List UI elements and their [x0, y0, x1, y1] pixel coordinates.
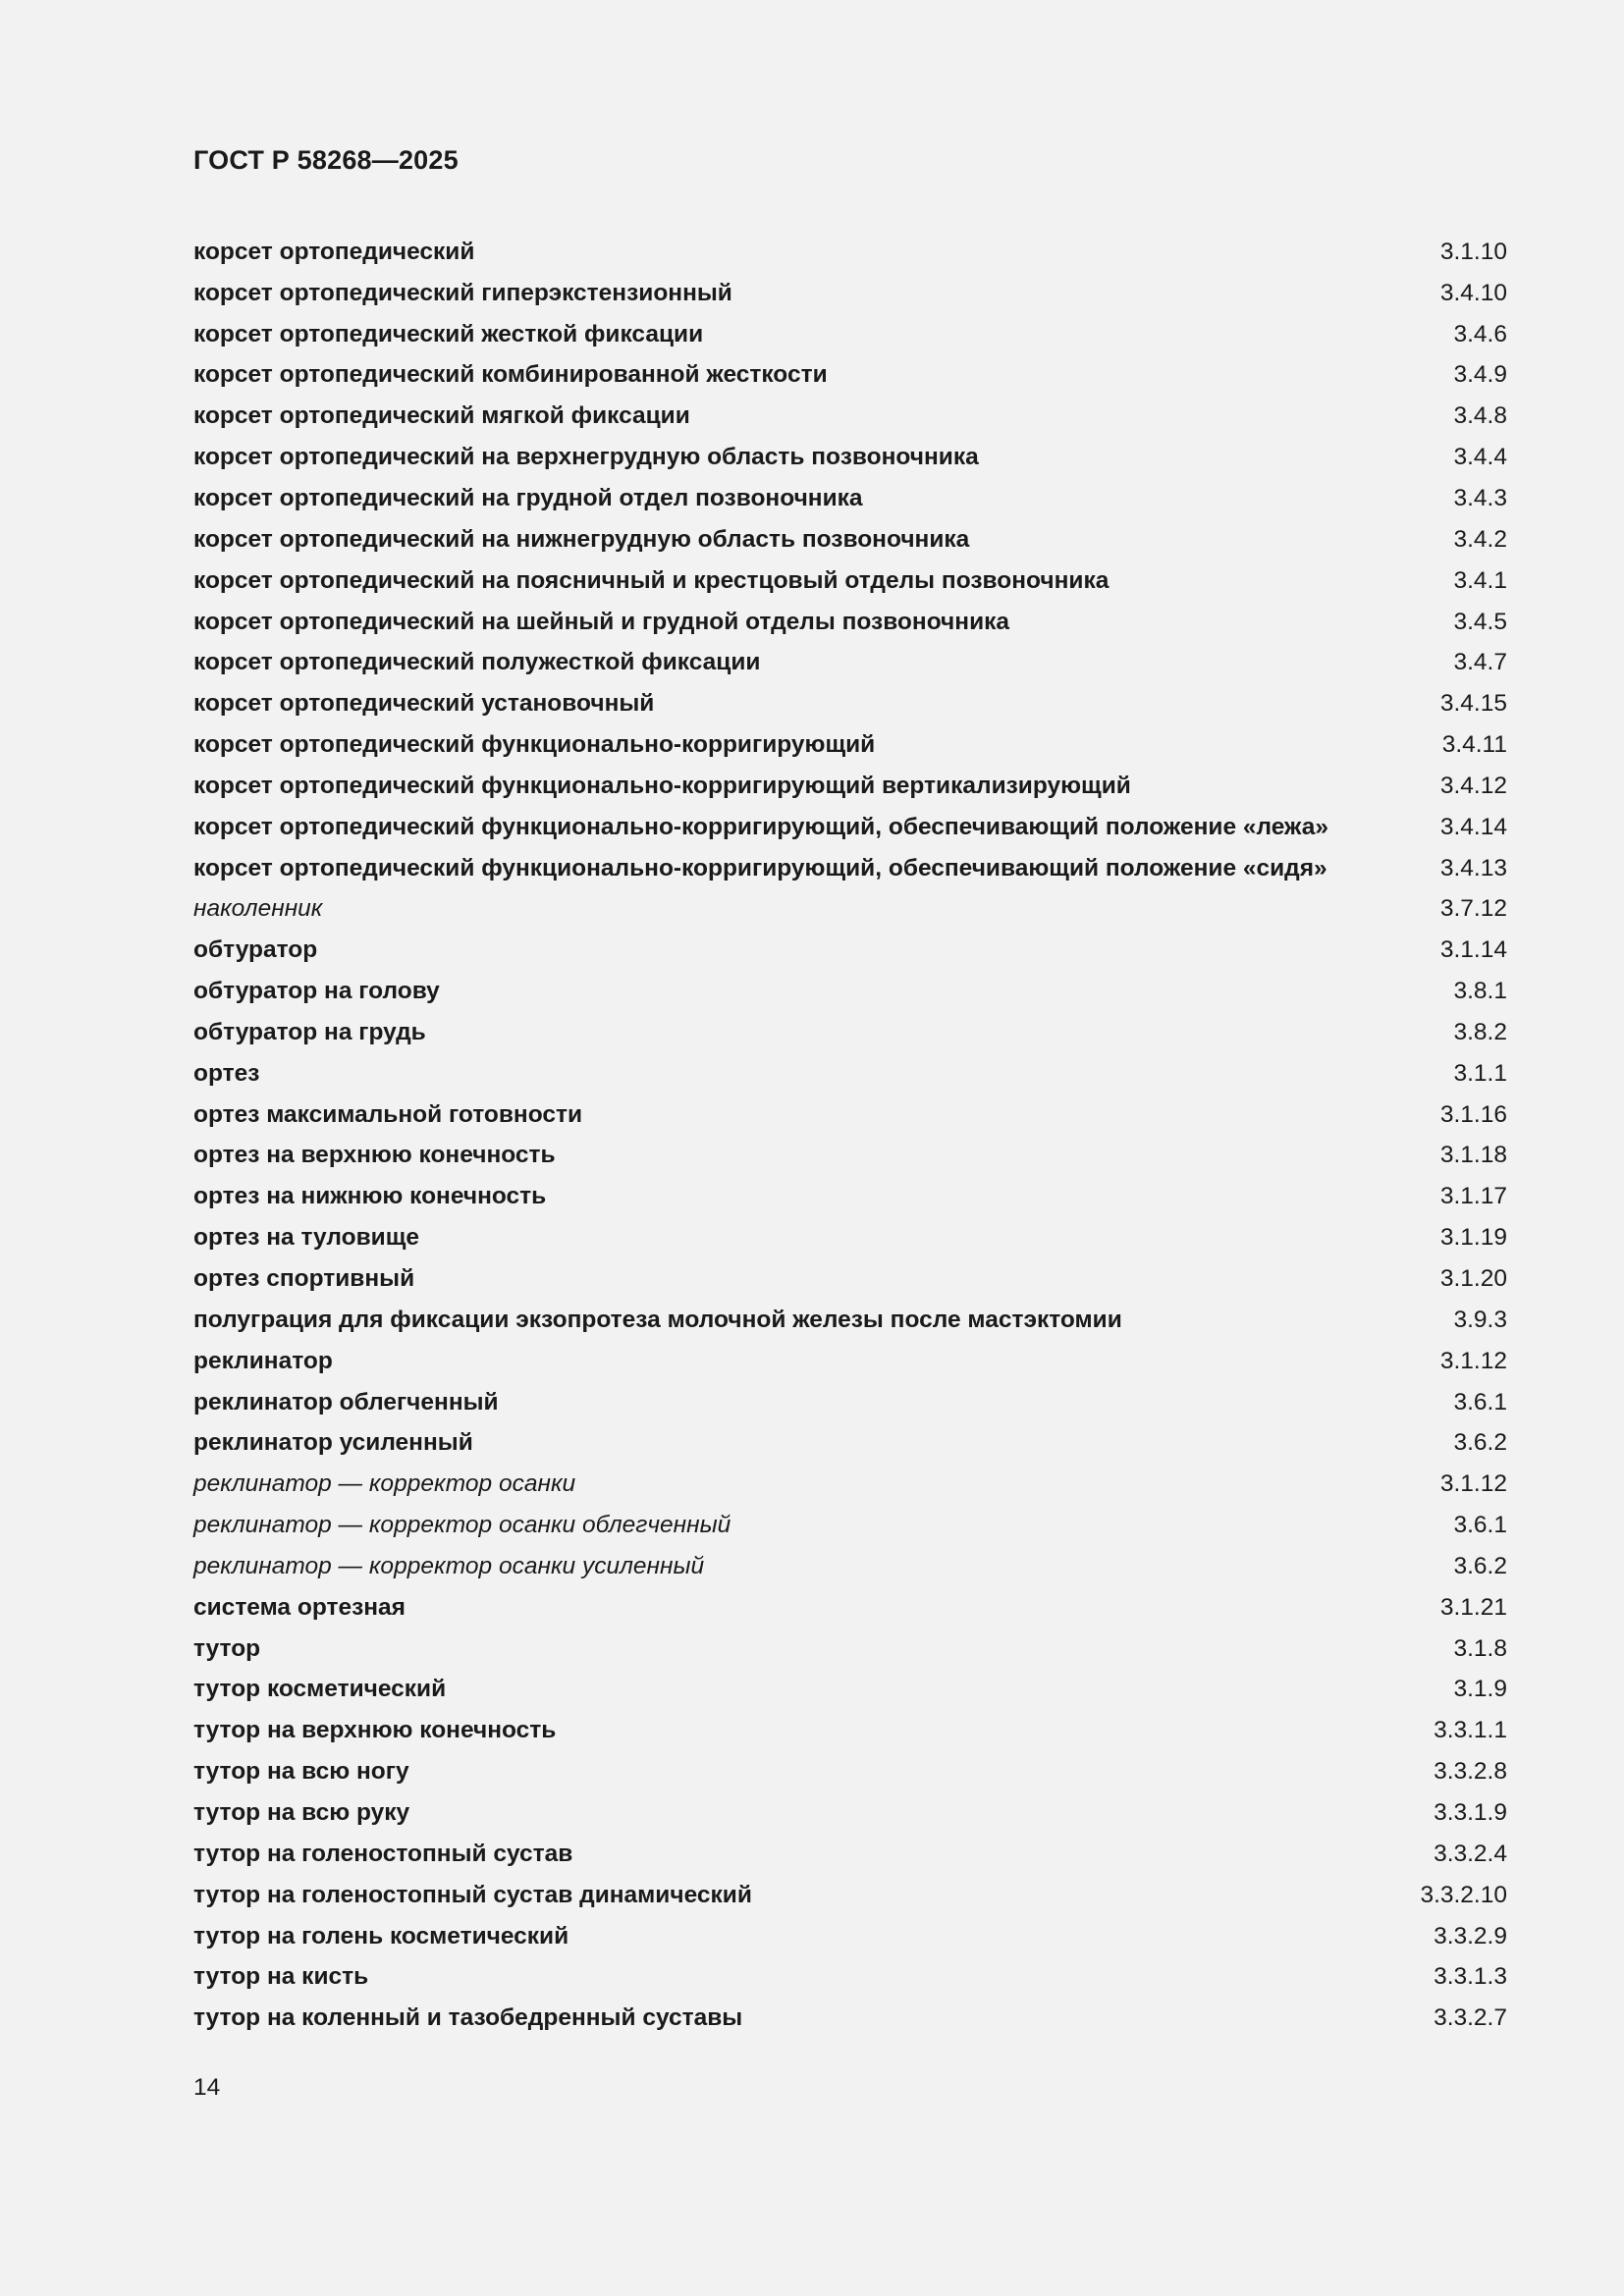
index-reference: 3.1.12 [1439, 1470, 1507, 1498]
index-entry [193, 1217, 1507, 1258]
index-reference: 3.3.1.1 [1434, 1717, 1507, 1744]
index-term: система ортезная [193, 1593, 406, 1621]
index-term: корсет ортопедический [193, 238, 475, 265]
document-header: ГОСТ Р 58268—2025 [193, 145, 459, 175]
index-entry [193, 561, 1507, 602]
index-entry [193, 1012, 1507, 1053]
index-term: корсет ортопедический на поясничный и крестцовый отделы позвоночника [193, 566, 1110, 594]
index-reference: 3.4.11 [1441, 731, 1507, 759]
index-reference: 3.6.2 [1453, 1429, 1507, 1457]
index-entry [193, 232, 1507, 273]
index-reference: 3.6.1 [1453, 1512, 1507, 1539]
index-entry [193, 1916, 1507, 1957]
index-reference: 3.1.10 [1439, 238, 1507, 265]
index-entry [193, 1792, 1507, 1834]
index-reference: 3.4.2 [1453, 525, 1507, 553]
index-reference: 3.1.20 [1439, 1265, 1507, 1293]
index-term: корсет ортопедический на верхнегрудную область позвоночника [193, 444, 979, 471]
index-entry [193, 930, 1507, 971]
index-reference: 3.3.2.4 [1434, 1840, 1507, 1867]
index-term: корсет ортопедический функционально-корригирующий, обеспечивающий положение «лежа» [193, 813, 1328, 840]
index-term: тутор [193, 1634, 261, 1662]
index-reference: 3.6.2 [1453, 1552, 1507, 1579]
index-entry [193, 766, 1507, 807]
index-reference: 3.1.9 [1453, 1676, 1507, 1703]
index-term: реклинатор — корректор осанки усиленный [193, 1552, 705, 1579]
index-reference: 3.4.13 [1439, 854, 1507, 881]
index-entry [193, 314, 1507, 355]
index-entry [193, 683, 1507, 724]
index-reference: 3.3.2.7 [1434, 2004, 1507, 2032]
index-reference: 3.3.1.3 [1434, 1963, 1507, 1991]
index-entry [193, 1382, 1507, 1423]
index-term: ортез максимальной готовности [193, 1100, 583, 1128]
index-term: ортез спортивный [193, 1265, 415, 1293]
index-entry [193, 1751, 1507, 1792]
index-reference: 3.8.1 [1453, 978, 1507, 1005]
index-entry [193, 1095, 1507, 1136]
index-entry [193, 848, 1507, 889]
index-term: корсет ортопедический жесткой фиксации [193, 320, 704, 347]
index-reference: 3.4.15 [1439, 690, 1507, 718]
index-reference: 3.4.3 [1453, 484, 1507, 511]
index-entry [193, 1258, 1507, 1300]
index-entry [193, 1710, 1507, 1751]
alphabetical-index [193, 232, 1507, 2039]
index-term: корсет ортопедический установочный [193, 690, 655, 718]
index-entry [193, 1956, 1507, 1998]
index-term: корсет ортопедический комбинированной жесткости [193, 361, 828, 389]
index-reference: 3.7.12 [1439, 895, 1507, 923]
index-entry [193, 1587, 1507, 1629]
index-term: тутор косметический [193, 1676, 447, 1703]
index-reference: 3.4.9 [1453, 361, 1507, 389]
index-term: ортез на верхнюю конечность [193, 1142, 556, 1169]
index-term: корсет ортопедический функционально-корригирующий [193, 731, 876, 759]
index-reference: 3.3.1.9 [1434, 1798, 1507, 1826]
index-reference: 3.4.8 [1453, 402, 1507, 430]
index-term: тутор на голеностопный сустав [193, 1840, 573, 1867]
index-entry [193, 519, 1507, 561]
index-entry [193, 1875, 1507, 1916]
index-term: реклинатор — корректор осанки облегченный [193, 1512, 731, 1539]
index-reference: 3.1.14 [1439, 936, 1507, 964]
index-term: тутор на голень косметический [193, 1922, 569, 1949]
index-term: ортез [193, 1059, 260, 1087]
index-entry [193, 642, 1507, 683]
index-entry [193, 724, 1507, 766]
index-reference: 3.4.4 [1453, 444, 1507, 471]
index-entry [193, 396, 1507, 437]
index-reference: 3.8.2 [1453, 1018, 1507, 1045]
index-entry [193, 273, 1507, 314]
index-reference: 3.1.17 [1439, 1183, 1507, 1210]
index-reference: 3.4.6 [1453, 320, 1507, 347]
index-entry [193, 1341, 1507, 1382]
index-term: корсет ортопедический гиперэкстензионный [193, 279, 732, 306]
page-number: 14 [193, 2074, 221, 2101]
index-reference: 3.1.12 [1439, 1347, 1507, 1374]
index-term: тутор на верхнюю конечность [193, 1717, 557, 1744]
index-term: реклинатор усиленный [193, 1429, 473, 1457]
index-reference: 3.3.2.10 [1420, 1881, 1507, 1908]
index-reference: 3.1.19 [1439, 1224, 1507, 1252]
index-term: обтуратор на голову [193, 978, 440, 1005]
index-reference: 3.1.21 [1439, 1593, 1507, 1621]
index-term: ортез на туловище [193, 1224, 419, 1252]
index-entry [193, 1546, 1507, 1587]
index-entry [193, 1505, 1507, 1546]
index-term: тутор на всю руку [193, 1798, 410, 1826]
index-term: корсет ортопедический на шейный и грудной отделы позвоночника [193, 608, 1010, 635]
index-term: полуграция для фиксации экзопротеза молочной железы после мастэктомии [193, 1306, 1122, 1333]
index-reference: 3.4.5 [1453, 608, 1507, 635]
index-entry [193, 1053, 1507, 1095]
index-entry [193, 1629, 1507, 1670]
index-term: корсет ортопедический на грудной отдел позвоночника [193, 484, 863, 511]
index-term: корсет ортопедический на нижнегрудную область позвоночника [193, 525, 970, 553]
index-reference: 3.1.1 [1453, 1059, 1507, 1087]
index-term: тутор на коленный и тазобедренный суставы [193, 2004, 743, 2032]
index-reference: 3.4.10 [1439, 279, 1507, 306]
index-term: обтуратор [193, 936, 318, 964]
index-entry [193, 1136, 1507, 1177]
index-term: корсет ортопедический функционально-корригирующий, обеспечивающий положение «сидя» [193, 854, 1327, 881]
index-reference: 3.4.1 [1453, 566, 1507, 594]
index-term: реклинатор [193, 1347, 333, 1374]
index-reference: 3.4.12 [1439, 772, 1507, 799]
index-term: тутор на всю ногу [193, 1758, 409, 1786]
index-term: корсет ортопедический полужесткой фиксации [193, 649, 761, 676]
index-entry [193, 1422, 1507, 1464]
index-entry [193, 889, 1507, 931]
index-reference: 3.4.14 [1439, 813, 1507, 840]
index-term: корсет ортопедический функционально-корригирующий вертикализирующий [193, 772, 1131, 799]
index-term: наколенник [193, 895, 323, 923]
index-term: реклинатор — корректор осанки [193, 1470, 576, 1498]
index-entry [193, 478, 1507, 519]
index-reference: 3.3.2.9 [1434, 1922, 1507, 1949]
index-entry [193, 807, 1507, 848]
index-reference: 3.6.1 [1453, 1388, 1507, 1415]
index-entry [193, 1670, 1507, 1711]
index-entry [193, 602, 1507, 643]
index-entry [193, 437, 1507, 478]
index-reference: 3.4.7 [1453, 649, 1507, 676]
index-entry [193, 971, 1507, 1012]
index-term: тутор на голеностопный сустав динамический [193, 1881, 752, 1908]
index-term: тутор на кисть [193, 1963, 369, 1991]
index-term: обтуратор на грудь [193, 1018, 426, 1045]
index-reference: 3.1.16 [1439, 1100, 1507, 1128]
index-entry [193, 1176, 1507, 1217]
index-term: реклинатор облегченный [193, 1388, 499, 1415]
index-entry [193, 1300, 1507, 1341]
index-entry [193, 1464, 1507, 1505]
index-term: ортез на нижнюю конечность [193, 1183, 547, 1210]
index-entry [193, 1998, 1507, 2039]
index-entry [193, 1834, 1507, 1875]
index-term: корсет ортопедический мягкой фиксации [193, 402, 690, 430]
index-entry [193, 355, 1507, 397]
index-reference: 3.9.3 [1453, 1306, 1507, 1333]
index-reference: 3.1.8 [1453, 1634, 1507, 1662]
index-reference: 3.1.18 [1439, 1142, 1507, 1169]
index-reference: 3.3.2.8 [1434, 1758, 1507, 1786]
